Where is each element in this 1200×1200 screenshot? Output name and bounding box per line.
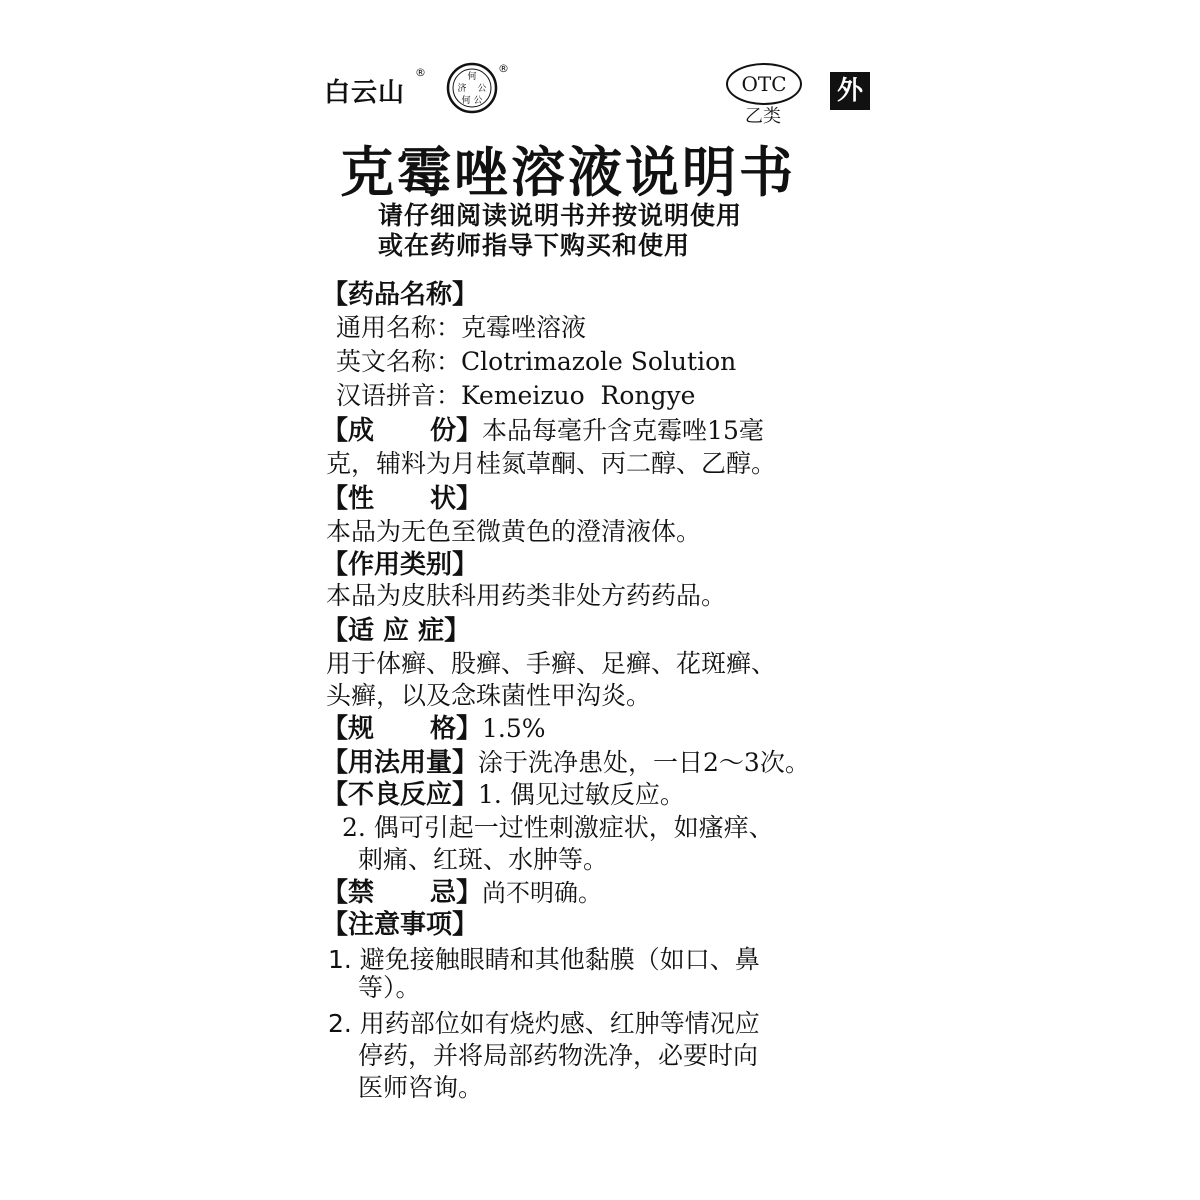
specification-line xyxy=(322,708,546,745)
pinyin-label: 汉语拼音： xyxy=(336,381,462,410)
precaution-item: 医师咨询。 xyxy=(358,1073,484,1102)
precaution-item: 停药，并将局部药物洗净，必要时向 xyxy=(358,1041,759,1070)
seal-char: 公 xyxy=(477,84,487,94)
english-name-value: Clotrimazole Solution xyxy=(461,347,737,376)
section-heading-category: 【作用类别】 xyxy=(322,550,479,580)
usage-notice-line: 请仔细阅读说明书并按说明使用 xyxy=(378,201,743,230)
usage-notice-line: 或在药师指导下购买和使用 xyxy=(378,231,691,260)
composition-text: 克，辅料为月桂氮䓬酮、丙二醇、乙醇。 xyxy=(326,449,777,478)
composition-line xyxy=(322,410,764,447)
indications-text: 用于体癣、股癣、手癣、足癣、花斑癣、 xyxy=(326,649,777,678)
appearance-text: 本品为无色至微黄色的澄清液体。 xyxy=(326,517,702,546)
section-heading-indications: 【适 应 症】 xyxy=(322,616,471,646)
precaution-item: 2. 用药部位如有烧灼感、红肿等情况应 xyxy=(328,1009,760,1038)
english-name-line xyxy=(336,342,736,378)
pinyin-line xyxy=(336,376,695,412)
seal-char: 何 xyxy=(467,72,477,82)
section-heading-drug-name: 【药品名称】 xyxy=(322,280,479,310)
registered-mark: ® xyxy=(498,62,509,75)
precaution-item: 等）。 xyxy=(358,973,421,1002)
category-text: 本品为皮肤科用药类非处方药药品。 xyxy=(326,581,727,610)
specification-text: 1.5% xyxy=(482,714,546,743)
section-heading-appearance: 【性 状】 xyxy=(322,484,483,514)
precaution-item: 1. 避免接触眼睛和其他黏膜（如口、鼻 xyxy=(328,945,760,974)
otc-badge: OTC xyxy=(726,63,802,105)
section-heading-precautions: 【注意事项】 xyxy=(322,910,479,940)
seal-char: 何 xyxy=(461,96,471,106)
section-heading-dosage: 【用法用量】 xyxy=(322,748,479,778)
section-heading-specification: 【规 格】 xyxy=(322,714,483,744)
adverse-text: 2. 偶可引起一过性刺激症状，如瘙痒、 xyxy=(342,813,774,842)
section-heading-composition: 【成 份】 xyxy=(322,416,483,446)
adverse-text: 1. 偶见过敏反应。 xyxy=(478,780,685,809)
generic-name-value: 克霉唑溶液 xyxy=(461,313,587,342)
brand-logo: 白云山 xyxy=(324,78,406,108)
section-heading-adverse: 【不良反应】 xyxy=(322,780,479,810)
company-seal-icon xyxy=(446,62,498,114)
pinyin-value: Kemeizuo Rongye xyxy=(461,381,696,410)
indications-text: 头癣，以及念珠菌性甲沟炎。 xyxy=(326,681,652,710)
otc-class-label: 乙类 xyxy=(745,106,781,127)
generic-name-label: 通用名称： xyxy=(336,313,462,342)
dosage-text: 涂于洗净患处，一日2～3次。 xyxy=(478,748,810,777)
external-use-badge: 外 xyxy=(830,72,870,110)
registered-mark: ® xyxy=(415,66,426,79)
composition-text: 本品每毫升含克霉唑15毫 xyxy=(482,416,764,445)
seal-char: 公 xyxy=(473,96,483,106)
contraindications-text: 尚不明确。 xyxy=(482,879,603,907)
english-name-label: 英文名称： xyxy=(336,347,462,376)
seal-char: 济 xyxy=(457,84,467,94)
document-title: 克霉唑溶液说明书 xyxy=(340,141,796,204)
section-heading-contraindications: 【禁 忌】 xyxy=(322,878,483,908)
generic-name-line xyxy=(336,308,586,344)
adverse-line xyxy=(322,774,685,811)
adverse-text: 刺痛、红斑、水肿等。 xyxy=(358,845,609,874)
